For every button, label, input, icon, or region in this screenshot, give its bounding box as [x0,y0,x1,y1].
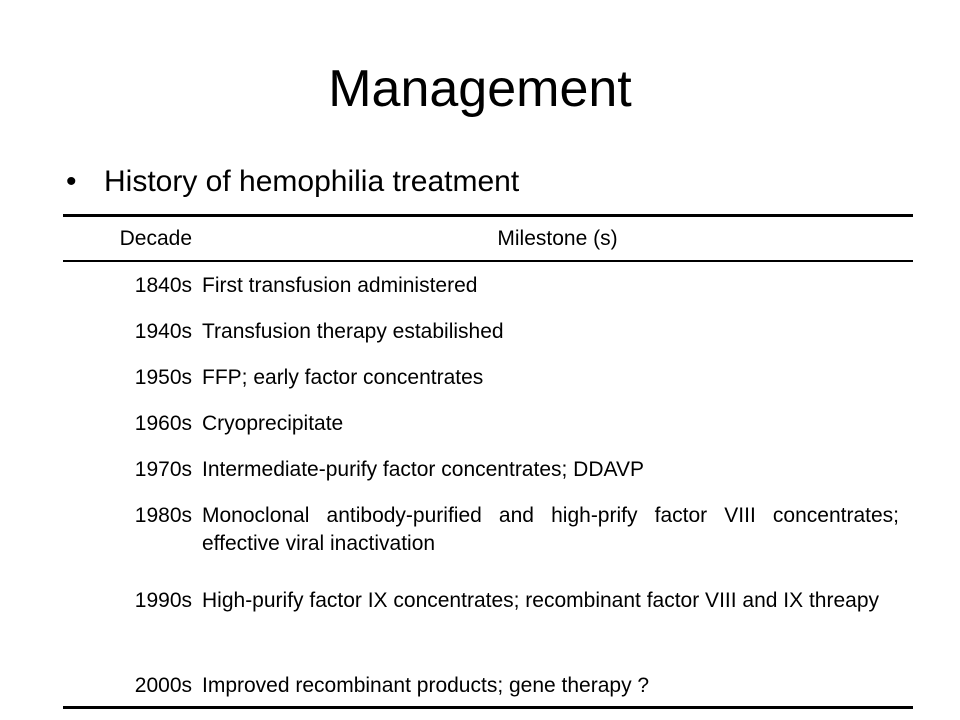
table-row [63,308,913,354]
decade-cell: 1970s [134,458,192,481]
bullet-text: History of hemophilia treatment [104,165,520,198]
milestone-cell: First transfusion administered [202,274,478,297]
decade-cell: 1990s [134,589,192,612]
header-milestone: Milestone (s) [497,226,618,250]
milestone-cell: FFP; early factor concentrates [202,366,484,389]
milestone-cell: Transfusion therapy estabilished [202,320,504,343]
table-row [63,400,913,446]
bullet-item [66,160,519,204]
decade-cell: 1960s [134,412,192,435]
decade-cell: 2000s [134,674,192,697]
history-table-container [63,214,913,709]
decade-cell: 1950s [134,366,192,389]
decade-cell: 1940s [134,320,192,343]
decade-cell: 1840s [134,274,192,297]
decade-cell: 1980s [134,504,192,527]
milestone-cell: Cryoprecipitate [202,412,344,435]
milestone-cell: Monoclonal antibody-purified and high-prify factor VIII concentrates; effective viral inactivation [202,504,899,555]
table-row [63,446,913,492]
milestone-cell: High-purify factor IX concentrates; recombinant factor VIII and IX threapy [202,589,879,612]
table-row [63,492,913,577]
table-row [63,354,913,400]
header-decade: Decade [119,226,192,250]
table-row [63,261,913,308]
slide-title: Management [328,60,632,118]
milestone-cell: Improved recombinant products; gene therapy ? [202,674,650,697]
bullet-dot-icon: • [66,165,77,198]
milestone-cell: Intermediate-purify factor concentrates; DDAVP [202,458,644,481]
table-row [63,577,913,662]
table-row [63,662,913,708]
table-header-row [63,216,913,262]
history-table [63,214,913,709]
